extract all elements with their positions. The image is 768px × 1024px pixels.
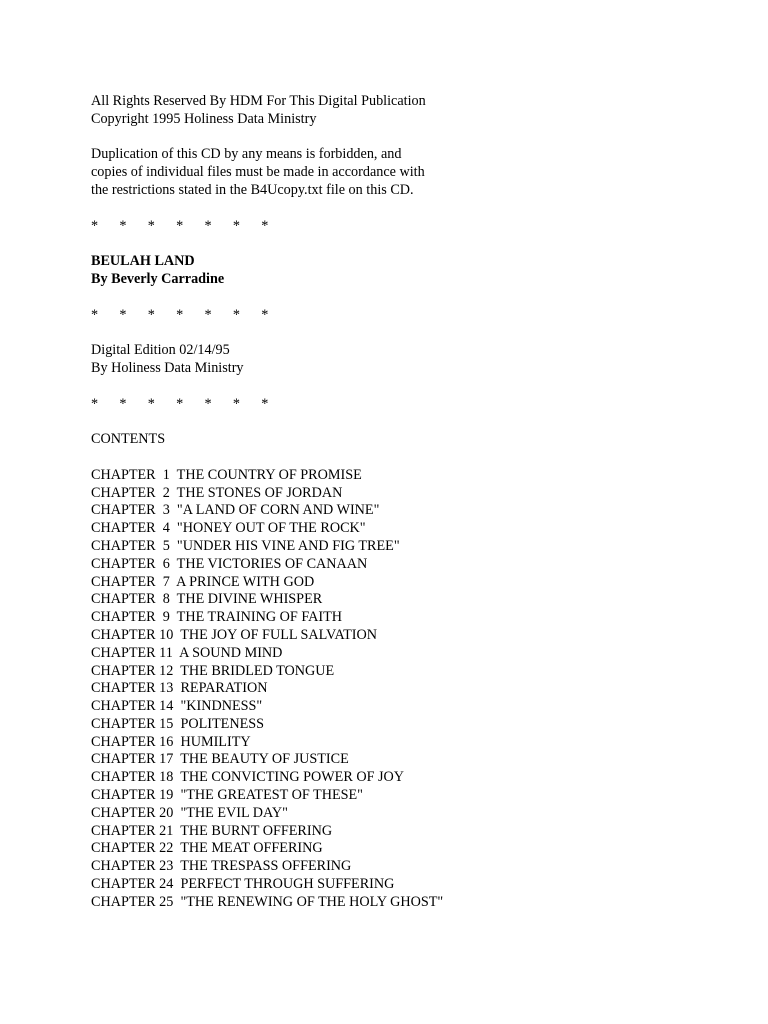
chapter-entry: CHAPTER 5 "UNDER HIS VINE AND FIG TREE" bbox=[91, 537, 400, 554]
edition-line-2: By Holiness Data Ministry bbox=[91, 359, 244, 376]
duplication-line-3: the restrictions stated in the B4Ucopy.txt file on this CD. bbox=[91, 181, 414, 198]
chapter-entry: CHAPTER 11 A SOUND MIND bbox=[91, 644, 283, 661]
separator-1: * * * * * * * bbox=[91, 217, 269, 234]
chapter-entry: CHAPTER 13 REPARATION bbox=[91, 680, 268, 697]
blank-line bbox=[91, 378, 751, 396]
table-of-contents bbox=[91, 467, 751, 912]
chapter-entry: CHAPTER 20 "THE EVIL DAY" bbox=[91, 804, 288, 821]
chapter-entry: CHAPTER 21 THE BURNT OFFERING bbox=[91, 822, 333, 839]
blank-line bbox=[91, 324, 751, 342]
book-title: BEULAH LAND bbox=[91, 253, 195, 270]
document-page bbox=[91, 93, 751, 912]
chapter-entry: CHAPTER 14 "KINDNESS" bbox=[91, 698, 263, 715]
book-author: By Beverly Carradine bbox=[91, 270, 225, 287]
chapter-entry: CHAPTER 19 "THE GREATEST OF THESE" bbox=[91, 787, 363, 804]
chapter-entry: CHAPTER 9 THE TRAINING OF FAITH bbox=[91, 609, 343, 626]
copyright-line: Copyright 1995 Holiness Data Ministry bbox=[91, 110, 317, 127]
chapter-entry: CHAPTER 18 THE CONVICTING POWER OF JOY bbox=[91, 769, 405, 786]
chapter-entry: CHAPTER 23 THE TRESPASS OFFERING bbox=[91, 858, 352, 875]
chapter-entry: CHAPTER 7 A PRINCE WITH GOD bbox=[91, 573, 315, 590]
chapter-entry: CHAPTER 2 THE STONES OF JORDAN bbox=[91, 484, 343, 501]
chapter-entry: CHAPTER 12 THE BRIDLED TONGUE bbox=[91, 662, 335, 679]
chapter-entry: CHAPTER 6 THE VICTORIES OF CANAAN bbox=[91, 555, 368, 572]
chapter-entry: CHAPTER 8 THE DIVINE WHISPER bbox=[91, 591, 323, 608]
separator-3: * * * * * * * bbox=[91, 395, 269, 412]
edition-line-1: Digital Edition 02/14/95 bbox=[91, 342, 230, 359]
chapter-entry: CHAPTER 4 "HONEY OUT OF THE ROCK" bbox=[91, 520, 366, 537]
blank-line bbox=[91, 235, 751, 253]
blank-line bbox=[91, 449, 751, 467]
blank-line bbox=[91, 129, 751, 147]
chapter-entry: CHAPTER 17 THE BEAUTY OF JUSTICE bbox=[91, 751, 349, 768]
chapter-entry: CHAPTER 10 THE JOY OF FULL SALVATION bbox=[91, 626, 378, 643]
duplication-line-1: Duplication of this CD by any means is forbidden, and bbox=[91, 146, 402, 163]
duplication-line-2: copies of individual files must be made in accordance with bbox=[91, 164, 425, 181]
contents-heading: CONTENTS bbox=[91, 431, 166, 448]
chapter-entry: CHAPTER 16 HUMILITY bbox=[91, 733, 251, 750]
chapter-entry: CHAPTER 25 "THE RENEWING OF THE HOLY GHOST" bbox=[91, 893, 444, 910]
chapter-entry: CHAPTER 24 PERFECT THROUGH SUFFERING bbox=[91, 876, 395, 893]
chapter-entry: CHAPTER 15 POLITENESS bbox=[91, 715, 265, 732]
chapter-entry: CHAPTER 3 "A LAND OF CORN AND WINE" bbox=[91, 502, 380, 519]
chapter-entry: CHAPTER 1 THE COUNTRY OF PROMISE bbox=[91, 466, 362, 483]
blank-line bbox=[91, 413, 751, 431]
blank-line bbox=[91, 289, 751, 307]
separator-2: * * * * * * * bbox=[91, 306, 269, 323]
blank-line bbox=[91, 200, 751, 218]
chapter-entry: CHAPTER 22 THE MEAT OFFERING bbox=[91, 840, 323, 857]
rights-line-1: All Rights Reserved By HDM For This Digital Publication bbox=[91, 93, 426, 109]
